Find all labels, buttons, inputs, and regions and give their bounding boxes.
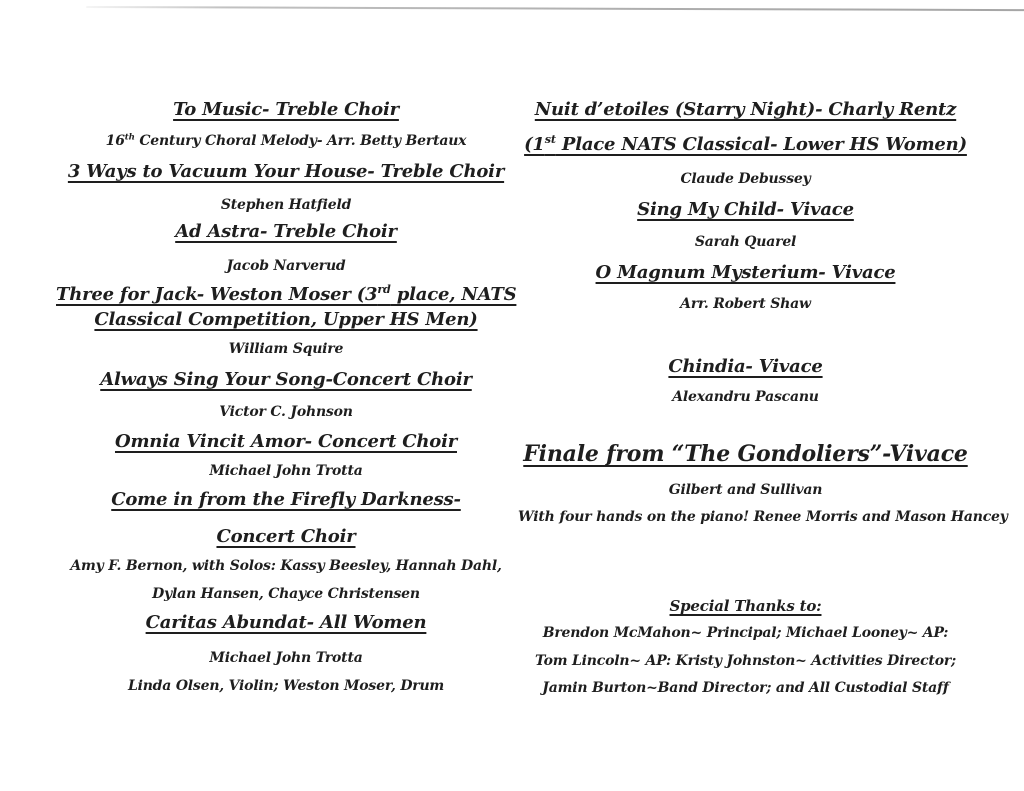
- program-column-right: [518, 0, 1008, 791]
- composer-credit: [56, 133, 516, 149]
- credit-text: 16: [105, 133, 125, 149]
- song-title: Ad Astra- Treble Choir: [175, 221, 397, 242]
- song-title: Omnia Vincit Amor- Concert Choir: [114, 431, 457, 452]
- song-title: Chindia- Vivace: [668, 356, 823, 377]
- song-title: Sing My Child- Vivace: [637, 199, 854, 220]
- title-text: Place NATS Classical- Lower HS Women): [555, 134, 967, 155]
- special-thanks-line: Jamin Burton~Band Director; and All Custodial Staff: [542, 680, 949, 696]
- composer-credit: Michael John Trotta: [209, 650, 363, 666]
- composer-credit: Claude Debussey: [680, 171, 811, 187]
- song-title: 3 Ways to Vacuum Your House- Treble Choir: [67, 161, 505, 182]
- special-thanks-line: Tom Lincoln~ AP: Kristy Johnston~ Activities Director;: [535, 653, 956, 669]
- title-text: (1: [524, 134, 545, 155]
- credit-text: Century Choral Melody- Arr. Betty Bertaux: [134, 133, 467, 149]
- program-column-left: [56, 0, 516, 791]
- performer-credit: With four hands on the piano! Renee Morris and Mason Hancey: [518, 509, 1008, 525]
- composer-credit: Michael John Trotta: [209, 463, 363, 479]
- composer-credit: William Squire: [228, 341, 344, 357]
- special-thanks-heading: Special Thanks to:: [669, 597, 822, 615]
- composer-credit: Arr. Robert Shaw: [680, 296, 811, 312]
- title-text: place, NATS: [390, 284, 517, 305]
- song-title: To Music- Treble Choir: [173, 99, 399, 120]
- song-title-continued: Classical Competition, Upper HS Men): [94, 309, 478, 330]
- song-title-continued: [518, 134, 973, 155]
- composer-credit: Gilbert and Sullivan: [668, 482, 823, 498]
- song-title: Always Sing Your Song-Concert Choir: [100, 369, 472, 390]
- performer-credit: Amy F. Bernon, with Solos: Kassy Beesley, Hannah Dahl,: [70, 558, 502, 574]
- ordinal-superscript: st: [544, 133, 556, 146]
- song-title: Caritas Abundat- All Women: [145, 612, 427, 633]
- ordinal-superscript: rd: [377, 283, 391, 296]
- performer-credit: Linda Olsen, Violin; Weston Moser, Drum: [127, 678, 445, 694]
- song-title: Nuit d’etoiles (Starry Night)- Charly Rentz: [534, 99, 957, 120]
- performer-credit: Dylan Hansen, Chayce Christensen: [152, 586, 420, 602]
- song-title: O Magnum Mysterium- Vivace: [595, 262, 896, 283]
- composer-credit: Stephen Hatfield: [220, 197, 352, 213]
- title-text: Three for Jack- Weston Moser (3: [56, 284, 378, 305]
- composer-credit: Jacob Narverud: [226, 258, 346, 274]
- composer-credit: Victor C. Johnson: [219, 404, 353, 420]
- composer-credit: Alexandru Pascanu: [672, 389, 819, 405]
- song-title: Come in from the Firefly Darkness-: [111, 489, 461, 510]
- song-title: [56, 284, 516, 305]
- ordinal-superscript: th: [124, 132, 135, 143]
- song-title-continued: Concert Choir: [216, 526, 356, 547]
- special-thanks-line: Brendon McMahon~ Principal; Michael Looney~ AP:: [542, 625, 949, 641]
- composer-credit: Sarah Quarel: [694, 234, 797, 250]
- finale-title: Finale from “The Gondoliers”-Vivace: [523, 441, 968, 467]
